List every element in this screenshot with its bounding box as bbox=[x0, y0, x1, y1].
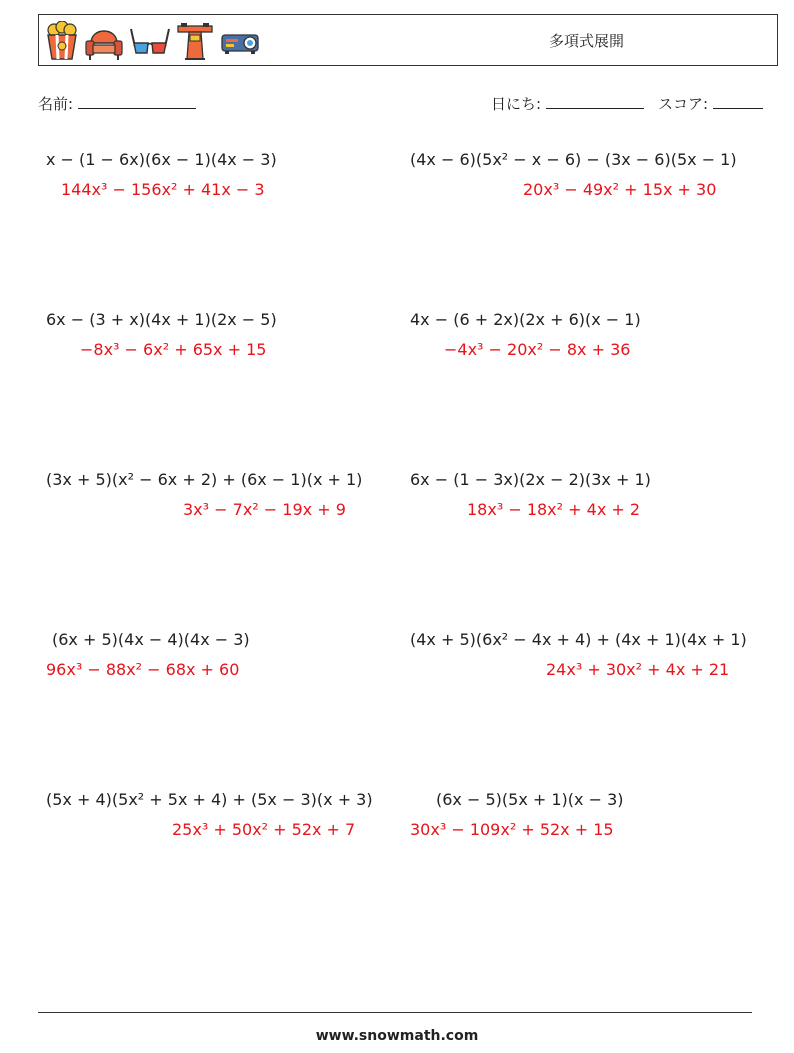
problem-10-question: (6x − 5)(5x + 1)(x − 3) bbox=[436, 790, 624, 809]
name-label: 名前: bbox=[38, 95, 74, 113]
problem-7-question: (6x + 5)(4x − 4)(4x − 3) bbox=[52, 630, 250, 649]
score-field[interactable] bbox=[658, 92, 763, 114]
movie-clapper-stand-icon bbox=[175, 21, 215, 61]
page-title: 多項式展開 bbox=[549, 32, 625, 50]
problem-1-question: x − (1 − 6x)(6x − 1)(4x − 3) bbox=[46, 150, 277, 169]
name-blank[interactable] bbox=[78, 92, 196, 109]
date-field[interactable] bbox=[491, 92, 644, 114]
problem-8-answer: 24x³ + 30x² + 4x + 21 bbox=[546, 660, 730, 679]
problem-5-question: (3x + 5)(x² − 6x + 2) + (6x − 1)(x + 1) bbox=[46, 470, 363, 489]
projector-icon bbox=[219, 21, 263, 61]
3d-glasses-icon bbox=[129, 21, 171, 61]
problem-2-question: (4x − 6)(5x² − x − 6) − (3x − 6)(5x − 1) bbox=[410, 150, 737, 169]
date-blank[interactable] bbox=[546, 92, 644, 109]
problem-5-answer: 3x³ − 7x² − 19x + 9 bbox=[183, 500, 346, 519]
problem-8-question: (4x + 5)(6x² − 4x + 4) + (4x + 1)(4x + 1) bbox=[410, 630, 747, 649]
problem-10-answer: 30x³ − 109x² + 52x + 15 bbox=[410, 820, 614, 839]
theater-seat-icon bbox=[83, 21, 125, 61]
problem-2-answer: 20x³ − 49x² + 15x + 30 bbox=[523, 180, 717, 199]
problem-6-answer: 18x³ − 18x² + 4x + 2 bbox=[467, 500, 641, 519]
popcorn-icon bbox=[45, 21, 79, 61]
problem-3-question: 6x − (3 + x)(4x + 1)(2x − 5) bbox=[46, 310, 277, 329]
problem-4-answer: −4x³ − 20x² − 8x + 36 bbox=[444, 340, 631, 359]
problem-9-question: (5x + 4)(5x² + 5x + 4) + (5x − 3)(x + 3) bbox=[46, 790, 373, 809]
problem-1-answer: 144x³ − 156x² + 41x − 3 bbox=[61, 180, 265, 199]
problem-4-question: 4x − (6 + 2x)(2x + 6)(x − 1) bbox=[410, 310, 641, 329]
worksheet-header bbox=[38, 14, 778, 66]
problem-9-answer: 25x³ + 50x² + 52x + 7 bbox=[172, 820, 356, 839]
date-label: 日にち: bbox=[491, 95, 542, 113]
problem-6-question: 6x − (1 − 3x)(2x − 2)(3x + 1) bbox=[410, 470, 651, 489]
student-fields bbox=[38, 92, 770, 116]
score-label: スコア: bbox=[658, 95, 709, 113]
score-blank[interactable] bbox=[713, 92, 763, 109]
footer-divider bbox=[38, 1012, 752, 1013]
header-icons bbox=[45, 20, 263, 62]
name-field[interactable] bbox=[38, 92, 196, 114]
problem-7-answer: 96x³ − 88x² − 68x + 60 bbox=[46, 660, 240, 679]
footer-url[interactable]: www.snowmath.com bbox=[315, 1028, 479, 1044]
problem-3-answer: −8x³ − 6x² + 65x + 15 bbox=[80, 340, 267, 359]
